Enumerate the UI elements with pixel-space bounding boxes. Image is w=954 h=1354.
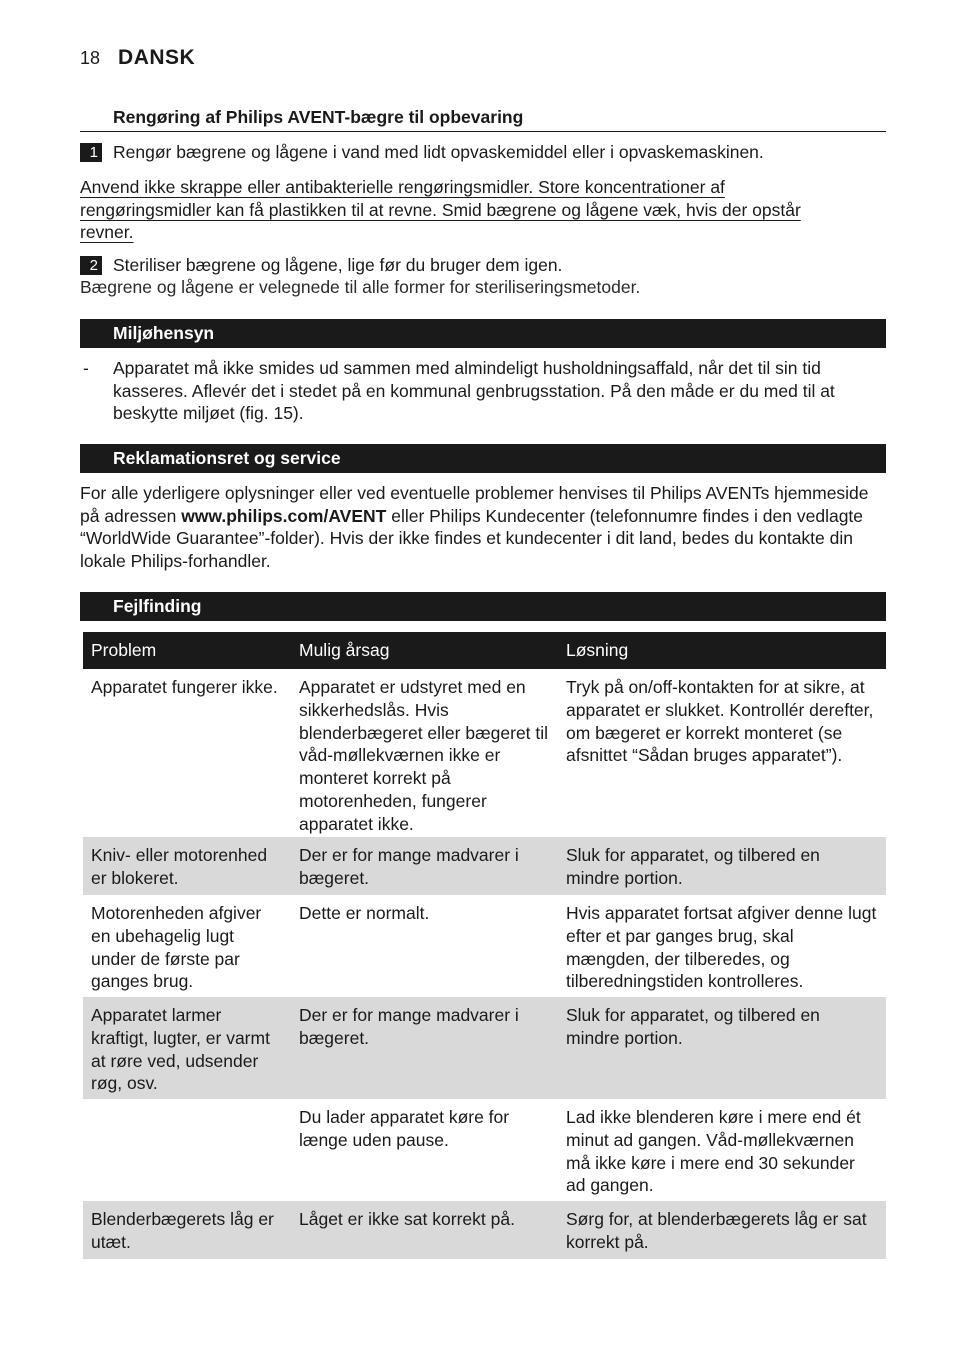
- cleaning-heading: Rengøring af Philips AVENT-bægre til opbevaring: [80, 107, 886, 132]
- solution-cell: Lad ikke blenderen køre i mere end ét minut ad gangen. Våd-møllekværnen må ikke køre i mere end 30 sekunder ad gangen.: [566, 1107, 861, 1196]
- troubleshooting-table: [83, 632, 886, 1259]
- problem-cell: Motorenheden afgiver en ubehagelig lugt under de første par ganges brug.: [91, 903, 262, 992]
- cause-cell: Dette er normalt.: [299, 903, 430, 923]
- step-number: 1: [80, 143, 102, 162]
- language-title: DANSK: [118, 46, 196, 69]
- solution-cell: Sluk for apparatet, og tilbered en mindre portion.: [566, 1005, 820, 1048]
- warranty-text: For alle yderligere oplysninger eller ved eventuelle problemer henvises til Philips AVENTs hjemmeside på adressen: [80, 483, 869, 526]
- cause-cell: Du lader apparatet køre for længe uden pause.: [299, 1107, 510, 1150]
- table-row: [83, 895, 886, 997]
- table-row: [83, 837, 886, 895]
- warning-line: Anvend ikke skrappe eller antibakterielle rengøringsmidler. Store koncentrationer af: [80, 177, 725, 197]
- column-header-cause: Mulig årsag: [299, 640, 390, 661]
- solution-cell: Tryk på on/off-kontakten for at sikre, at apparatet er slukket. Kontrollér derefter, om bægeret er korrekt monteret (se afsnittet “Sådan bruges apparatet”).: [566, 677, 874, 766]
- problem-cell: Apparatet fungerer ikke.: [91, 677, 278, 697]
- troubleshooting-heading: Fejlfinding: [80, 592, 886, 621]
- table-row: [83, 1201, 886, 1259]
- sterilization-note: Bægrene og lågene er velegnede til alle former for steriliseringsmetoder.: [80, 277, 641, 297]
- column-header-solution: Løsning: [566, 640, 629, 661]
- warning-line: revner.: [80, 222, 134, 242]
- problem-cell: Apparatet larmer kraftigt, lugter, er varmt at røre ved, udsender røg, osv.: [91, 1005, 270, 1094]
- solution-cell: Sluk for apparatet, og tilbered en mindre portion.: [566, 845, 820, 888]
- environment-heading: Miljøhensyn: [80, 319, 886, 348]
- solution-cell: Hvis apparatet fortsat afgiver denne lugt efter et par ganges brug, skal mængden, der tilberedes, og tilberedningstiden kontrolleres.: [566, 903, 877, 992]
- warning-line: rengøringsmidler kan få plastikken til at revne. Smid bægrene og lågene væk, hvis der opstår: [80, 199, 801, 220]
- table-row: [83, 1099, 886, 1201]
- cause-cell: Der er for mange madvarer i bægeret.: [299, 845, 519, 888]
- warning-text: [80, 176, 850, 244]
- warranty-text: eller Philips Kundecenter (telefonnumre findes i den vedlagte “WorldWide Guarantee”-folder). Hvis der ikke findes et kundecenter i dit land, bedes du kontakte din lokale Philips-forhandler.: [80, 505, 864, 571]
- problem-cell: Blenderbægerets låg er utæt.: [91, 1209, 274, 1252]
- problem-cell: Kniv- eller motorenhed er blokeret.: [91, 845, 268, 888]
- step-2: [80, 255, 886, 276]
- environment-bullet: [80, 357, 886, 425]
- step-text: Steriliser bægrene og lågene, lige før du bruger dem igen.: [113, 255, 563, 275]
- table-row: [83, 669, 886, 837]
- problem-cell: [83, 1099, 291, 1201]
- solution-cell: Sørg for, at blenderbægerets låg er sat korrekt på.: [566, 1209, 867, 1252]
- bullet-text: Apparatet må ikke smides ud sammen med almindeligt husholdningsaffald, når det til sin tid kasseres. Aflevér det i stedet på en kommunal genbrugsstation. På den måde er du med til at beskytte miljøet (fig. 15).: [113, 358, 835, 423]
- page-header: [80, 46, 195, 70]
- step-number: 2: [80, 256, 102, 275]
- page-number: 18: [80, 48, 101, 68]
- warranty-paragraph: [80, 482, 886, 572]
- step-text: Rengør bægrene og lågene i vand med lidt opvaskemiddel eller i opvaskemaskinen.: [113, 142, 764, 162]
- bullet-dash: -: [83, 358, 89, 378]
- column-header-problem: Problem: [91, 640, 157, 661]
- step-1: [80, 142, 886, 163]
- table-header: [83, 632, 886, 669]
- table-row: [83, 997, 886, 1099]
- cause-cell: Låget er ikke sat korrekt på.: [299, 1209, 515, 1229]
- warranty-heading: Reklamationsret og service: [80, 444, 886, 473]
- cause-cell: Apparatet er udstyret med en sikkerhedslås. Hvis blenderbægeret eller bægeret til våd-møllekværnen ikke er monteret korrekt på motorenheden, fungerer apparatet ikke.: [299, 677, 549, 834]
- cause-cell: Der er for mange madvarer i bægeret.: [299, 1005, 519, 1048]
- website-link[interactable]: www.philips.com/AVENT: [181, 505, 387, 526]
